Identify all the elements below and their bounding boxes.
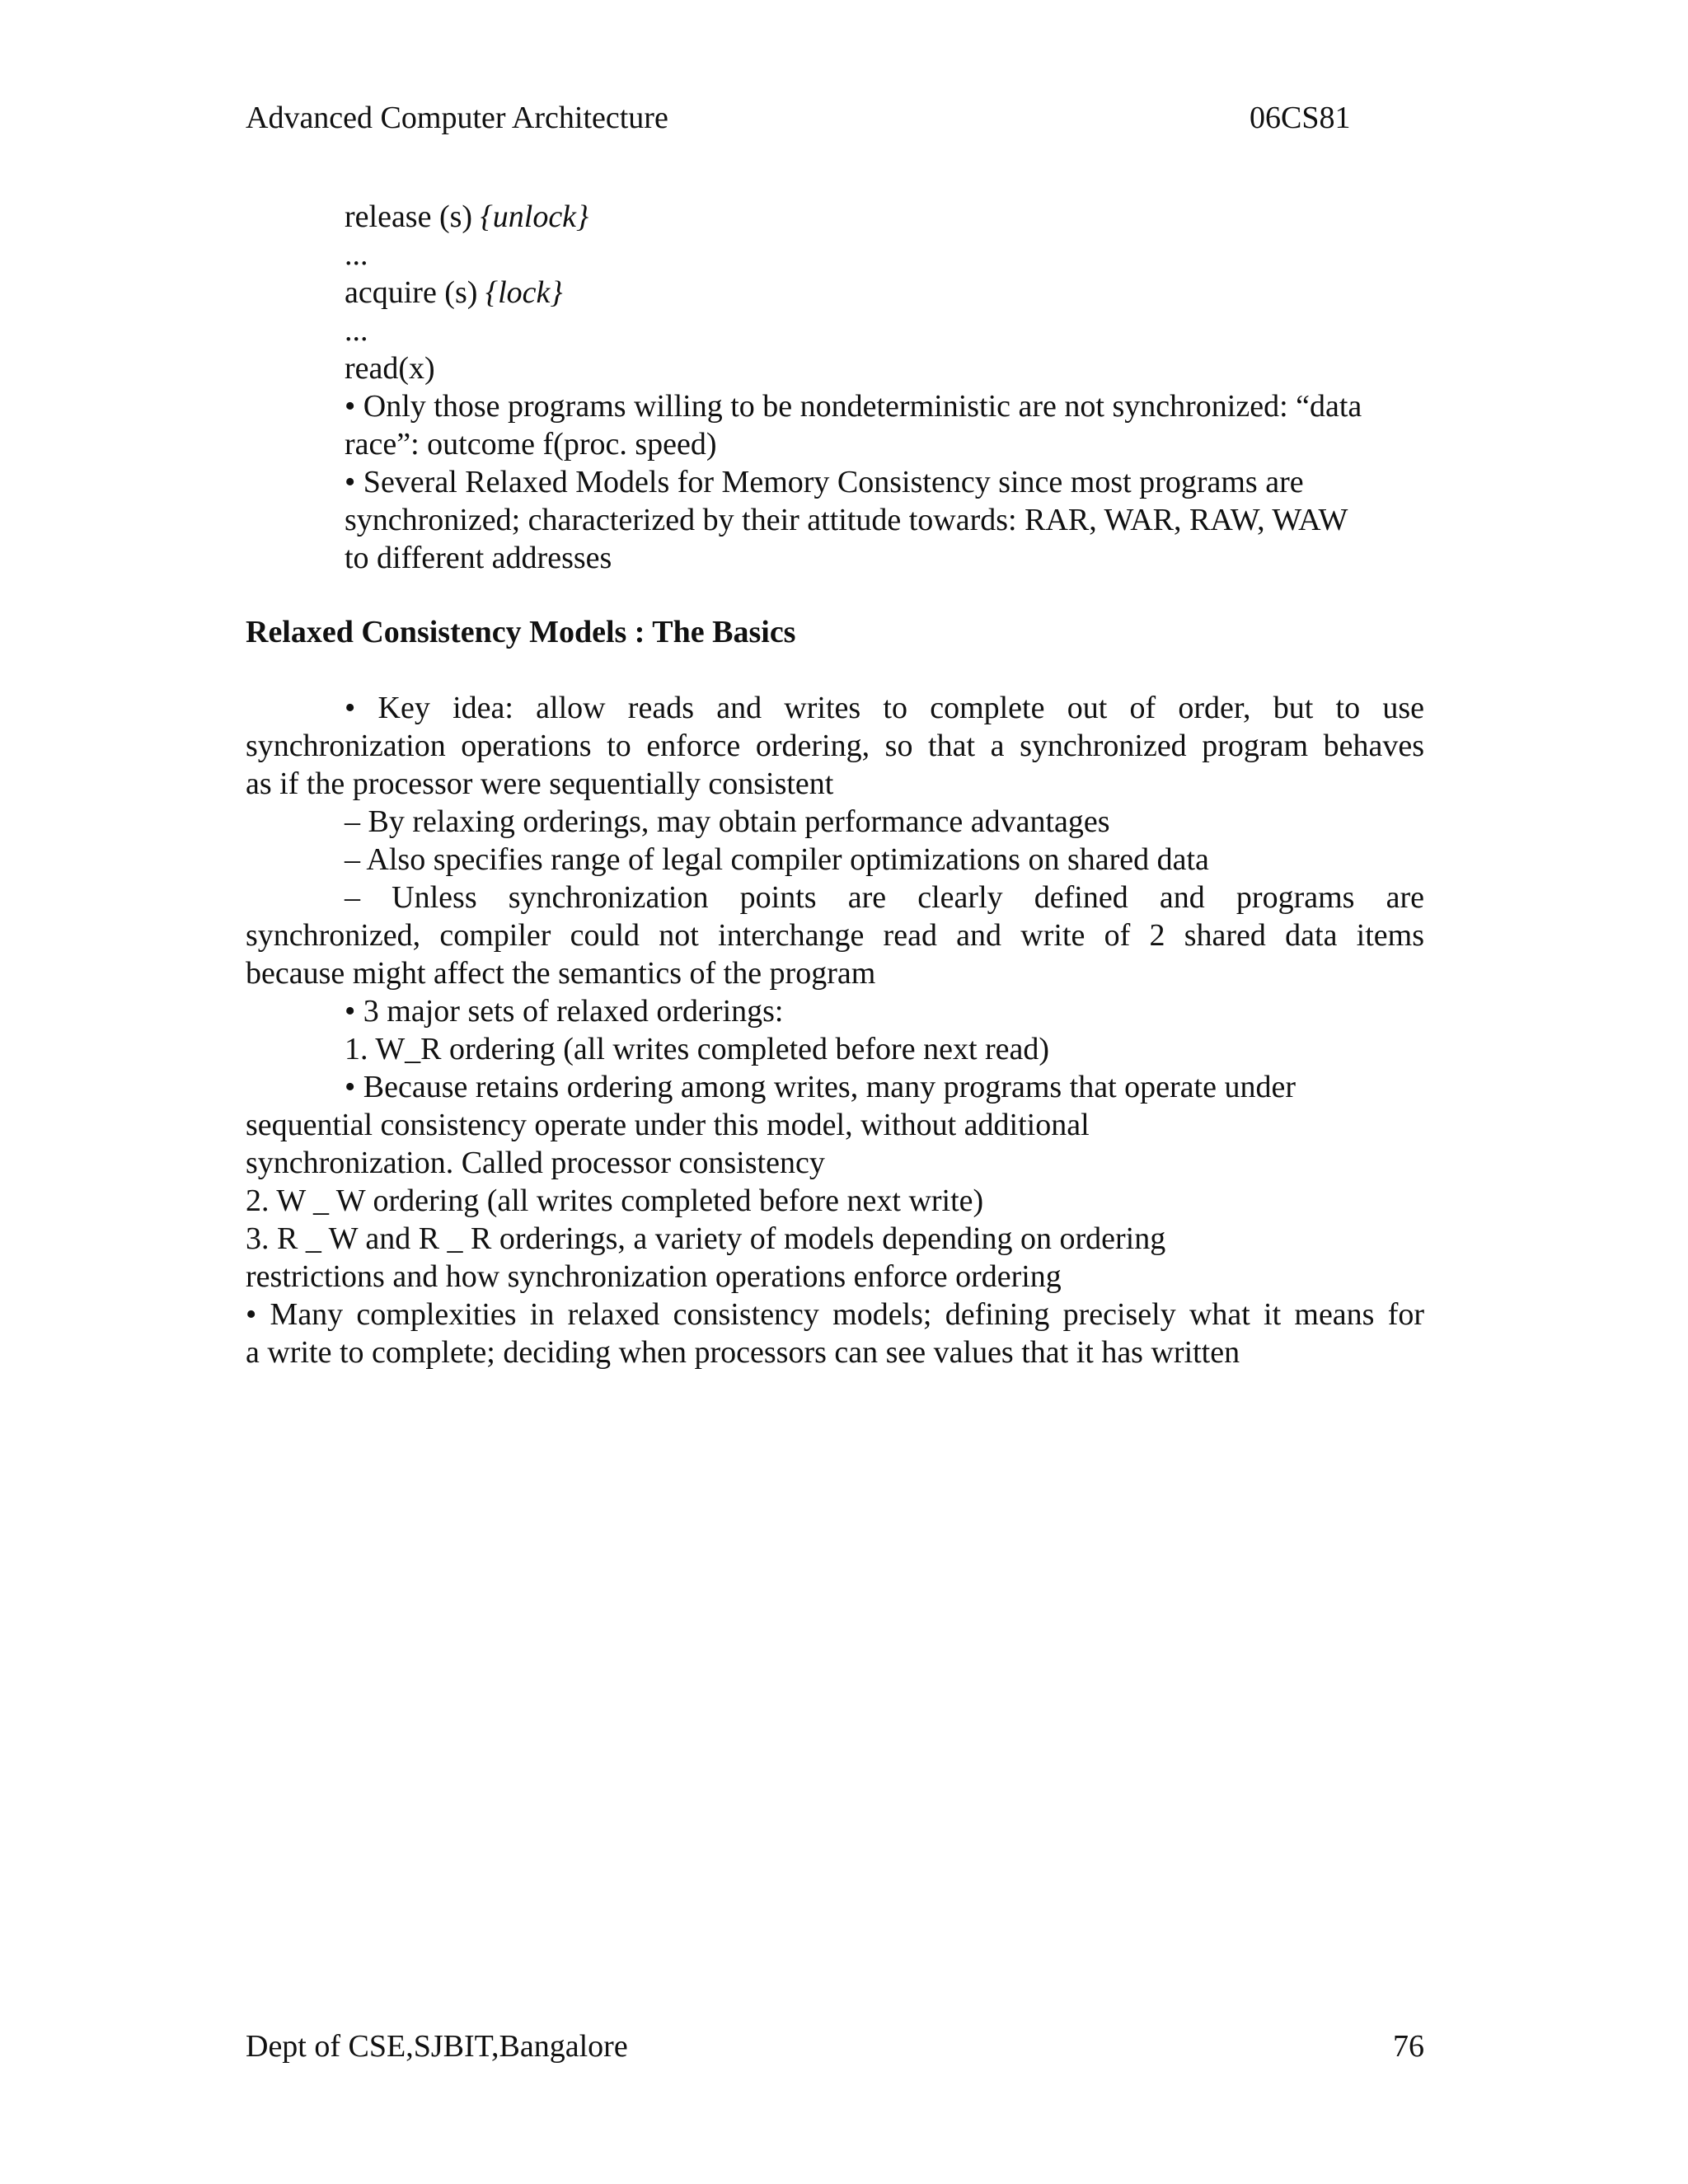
paragraph-line: synchronization operations to enforce ordering, so that a synchronized program behaves xyxy=(246,729,1424,763)
numbered-item: 1. W_R ordering (all writes completed before next read) xyxy=(345,1032,1050,1066)
page-number: 76 xyxy=(1393,2029,1424,2064)
header-title: Advanced Computer Architecture xyxy=(246,101,668,135)
dash-item: – Also specifies range of legal compiler optimizations on shared data xyxy=(345,842,1209,877)
ellipsis-line: ... xyxy=(345,237,368,272)
numbered-item: 3. R _ W and R _ R orderings, a variety of models depending on ordering xyxy=(246,1221,1166,1256)
ellipsis-line: ... xyxy=(345,313,368,348)
bullet-line: race”: outcome f(proc. speed) xyxy=(345,427,717,462)
bullet-item: • Many complexities in relaxed consistency models; defining precisely what it means for xyxy=(246,1297,1424,1332)
dash-item: – Unless synchronization points are clearly defined and programs are xyxy=(345,880,1424,915)
acquire-text: acquire (s) xyxy=(345,275,485,310)
footer-department: Dept of CSE,SJBIT,Bangalore xyxy=(246,2029,628,2064)
code-block xyxy=(345,198,1424,577)
section-heading: Relaxed Consistency Models : The Basics xyxy=(246,615,796,649)
bullet-item: • Because retains ordering among writes, many programs that operate under xyxy=(345,1070,1296,1104)
paragraph-line: as if the processor were sequentially consistent xyxy=(246,766,834,801)
bullet-line: • Only those programs willing to be nondeterministic are not synchronized: “data xyxy=(345,389,1362,424)
dash-item: – By relaxing orderings, may obtain performance advantages xyxy=(345,804,1110,839)
paragraph-line: • Key idea: allow reads and writes to complete out of order, but to use xyxy=(345,691,1424,725)
paragraph-line: synchronization. Called processor consistency xyxy=(246,1146,825,1180)
bullet-line: synchronized; characterized by their attitude towards: RAR, WAR, RAW, WAW xyxy=(345,503,1348,537)
paragraph-line: sequential consistency operate under this model, without additional xyxy=(246,1108,1090,1142)
acquire-annotation: {lock} xyxy=(485,275,563,310)
paragraph-line: synchronized, compiler could not interchange read and write of 2 shared data items xyxy=(246,918,1424,953)
paragraph-line: because might affect the semantics of the program xyxy=(246,956,876,991)
header-course-code: 06CS81 xyxy=(1250,101,1351,135)
release-line xyxy=(345,198,1424,236)
numbered-item: 2. W _ W ordering (all writes completed before next write) xyxy=(246,1183,984,1218)
release-text: release (s) xyxy=(345,199,481,234)
acquire-line xyxy=(345,274,1424,312)
read-line: read(x) xyxy=(345,351,435,386)
bullet-item: • 3 major sets of relaxed orderings: xyxy=(345,994,784,1029)
bullet-line: to different addresses xyxy=(345,541,612,575)
bullet-line: • Several Relaxed Models for Memory Consistency since most programs are xyxy=(345,465,1304,499)
paragraph-line: a write to complete; deciding when processors can see values that it has written xyxy=(246,1335,1240,1370)
body-text xyxy=(246,689,1424,1371)
paragraph-line: restrictions and how synchronization operations enforce ordering xyxy=(246,1259,1062,1294)
release-annotation: {unlock} xyxy=(480,199,589,234)
